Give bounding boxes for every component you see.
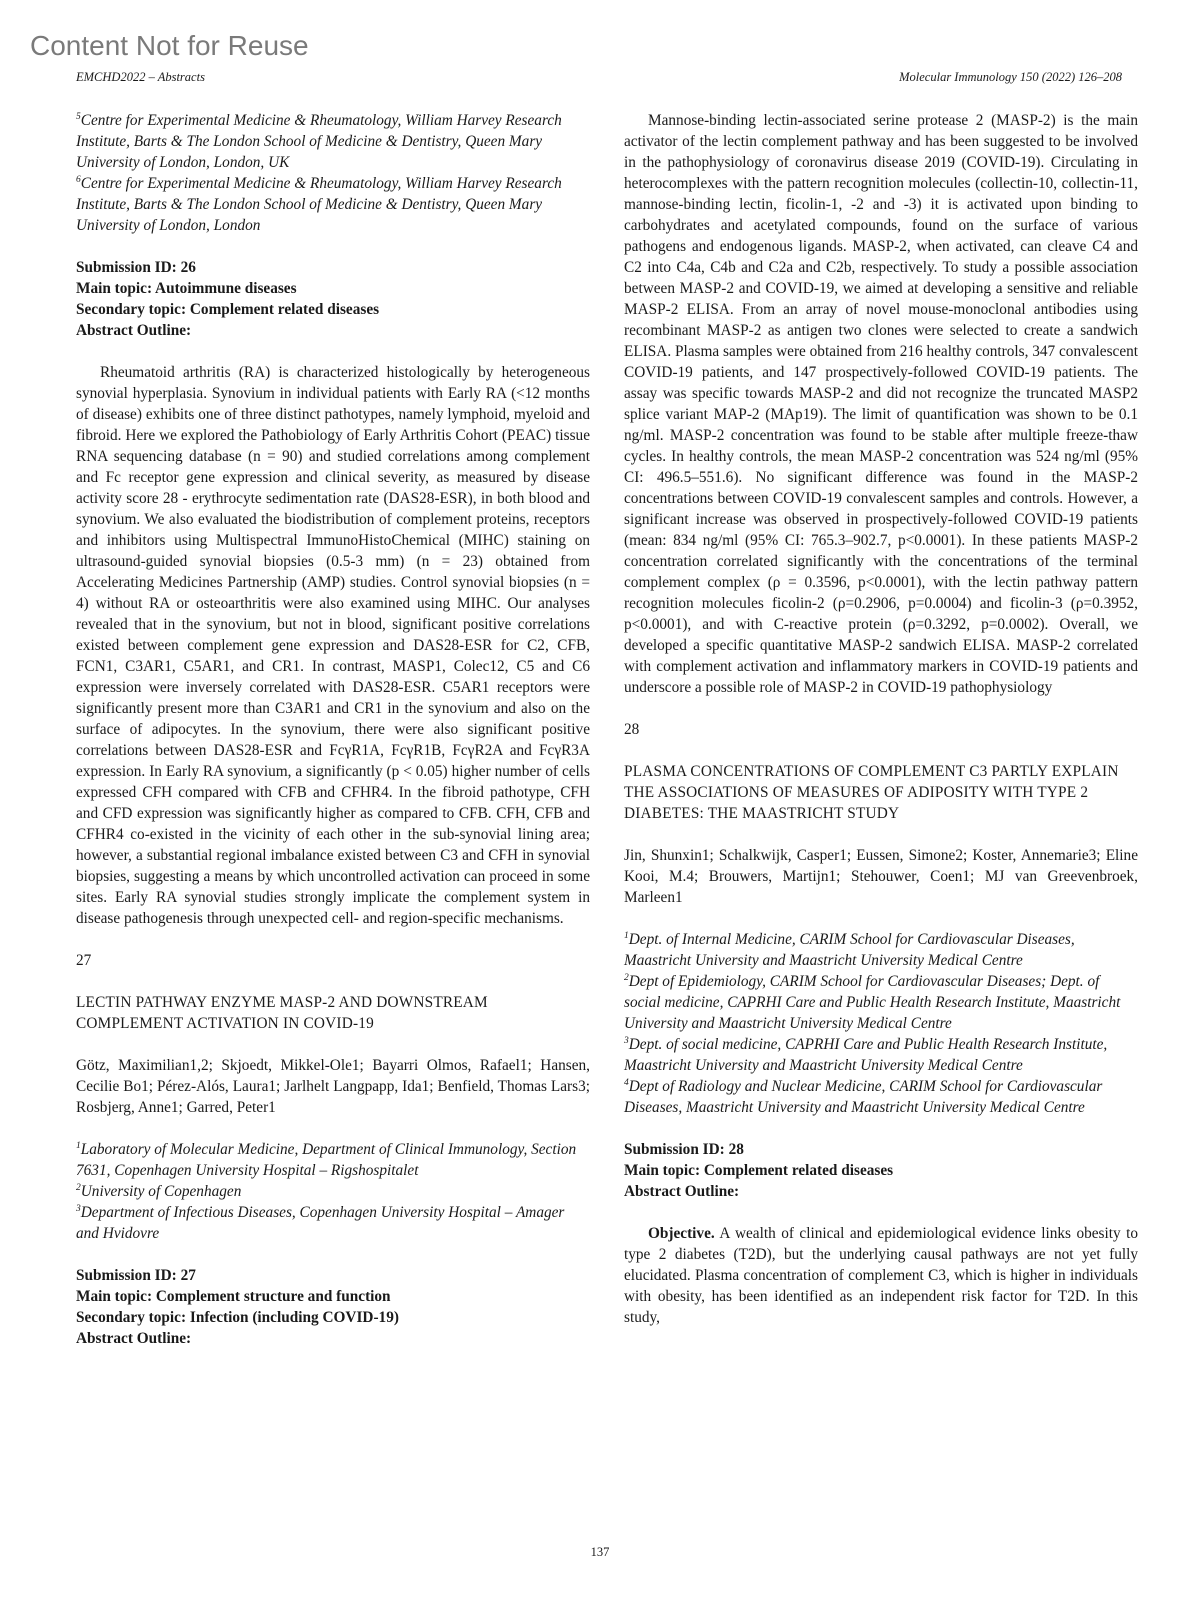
abstract-26-text: Rheumatoid arthritis (RA) is characterized histologically by heterogeneous synovial hyperplasia. Synovium in individual patients with Early RA (<12 months of disease) exhibits one of three distinct pathotypes, namely lymphoid, myeloid and fibroid. Here we explored the Pathobiology of Early Arthritis Cohort (PEAC) tissue RNA sequencing database (n = 90) and studied correlations among complement and Fc receptor gene expression and clinical severity, as measured by disease activity score 28 - erythrocyte sedimentation rate (DAS28-ESR), in both blood and synovium. We also evaluated the biodistribution of complement proteins, receptors and inhibitors using Multispectral ImmunoHistoChemical (MIHC) staining on ultrasound-guided synovial biopsies (0.5-3 mm) (n = 23) obtained from Accelerating Medicines Partnership (AMP) studies. Control synovial biopsies (n = 4) without RA or osteoarthritis were also examined using MIHC. Our analyses revealed that in the synovium, but not in blood, significant positive correlations existed between complement gene expression and DAS28-ESR for C2, CFB, FCN1, C3AR1, C5AR1, and CR1. In contrast, MASP1, Colec12, C5 and C6 expression were inversely correlated with DAS28-ESR. C5AR1 receptors were significantly present more than C3AR1 and CR1 in the synovium and also on the surface of adipocytes. In the synovium, there were also significant positive correlations between DAS28-ESR and FcγR1A, FcγR1B, FcγR2A and FcγR3A expression. In Early RA synovium, a significantly (p < 0.05) higher number of cells expressed CFH compared with CFB and CFHR4. In the fibroid pathotype, CFH and CFD expression was significantly higher as compared to CFB. CFH, CFB and CFHR4 co-existed in the vicinity of each other in the sub-synovial lining area; however, a substantial regional imbalance existed between C3 and CFH in synovial biopsies, suggesting a means by which uncontrolled activation can proceed in some sites. Early RA synovial studies strongly implicate the complement system in disease pathogenesis through unexpected cell- and region-specific mechanisms. [76, 364, 590, 927]
abstract-number-28: 28 [624, 721, 640, 738]
abstract-title-28: PLASMA CONCENTRATIONS OF COMPLEMENT C3 PARTLY EXPLAIN THE ASSOCIATIONS OF MEASURES OF ADIPOSITY WITH TYPE 2 DIABETES: THE MAASTRICHT STUDY [624, 763, 1119, 822]
main-topic-26: Main topic: Autoimmune diseases [76, 280, 297, 297]
objective-label: Objective. [648, 1225, 715, 1242]
running-header-left: EMCHD2022 – Abstracts [76, 70, 205, 84]
left-column [76, 110, 590, 1349]
running-header-right: Molecular Immunology 150 (2022) 126–208 [899, 70, 1122, 84]
abstract-title-27: LECTIN PATHWAY ENZYME MASP-2 AND DOWNSTREAM COMPLEMENT ACTIVATION IN COVID-19 [76, 994, 488, 1032]
abstract-28-text [624, 1223, 1138, 1328]
authors-28: Jin, Shunxin1; Schalkwijk, Casper1; Eussen, Simone2; Koster, Annemarie3; Eline Kooi, M.4; Brouwers, Martijn1; Stehouwer, Coen1; MJ van Greevenbroek, Marleen1 [624, 847, 1138, 906]
affiliation-28-1: $^1$Dept. of Internal Medicine, CARIM School for Cardiovascular Diseases, Maastricht University and Maastricht University Medical Centre [624, 930, 1075, 969]
right-column [624, 110, 1138, 1328]
affiliation-28-2: $^2$Dept of Epidemiology, CARIM School for Cardiovascular Diseases; Dept. of social medicine, CAPRHI Care and Public Health Research Institute, Maastricht University and Maastricht University Medical Centre [624, 972, 1121, 1032]
abstract-outline-26: Abstract Outline: [76, 322, 192, 339]
abstract-number-27: 27 [76, 952, 92, 969]
affiliation-5: $^5$Centre for Experimental Medicine & Rheumatology, William Harvey Research Institute, Barts & The London School of Medicine & Dentistry, Queen Mary University of London, London, UK [76, 111, 562, 171]
affiliation-28-4: $^4$Dept of Radiology and Nuclear Medicine, CARIM School for Cardiovascular Diseases, Maastricht University and Maastricht University Medical Centre [624, 1077, 1103, 1116]
affiliation-6: $^6$Centre for Experimental Medicine & Rheumatology, William Harvey Research Institute, Barts & The London School of Medicine & Dentistry, Queen Mary University of London, London [76, 174, 562, 234]
objective-text: A wealth of clinical and epidemiological evidence links obesity to type 2 diabetes (T2D), but the underlying causal pathways are not yet fully elucidated. Plasma concentration of complement C3, which is higher in individuals with obesity, has been identified as an independent risk factor for T2D. In this study, [624, 1225, 1138, 1326]
authors-27: Götz, Maximilian1,2; Skjoedt, Mikkel-Ole1; Bayarri Olmos, Rafael1; Hansen, Cecilie Bo1; Pérez-Alós, Laura1; Jarlhelt Langpapp, Ida1; Benfield, Thomas Lars3; Rosbjerg, Anne1; Garred, Peter1 [76, 1057, 590, 1116]
abstract-27-text: Mannose-binding lectin-associated serine protease 2 (MASP-2) is the main activator of the lectin complement pathway and has been suggested to be involved in the pathophysiology of coronavirus disease 2019 (COVID-19). Circulating in heterocomplexes with the pattern recognition molecules (collectin-10, collectin-11, mannose-binding lectin, ficolin-1, -2 and -3) it is activated upon binding to carbohydrates and acetylated compounds, found on the surface of various pathogens and endogenous ligands. MASP-2, when activated, can cleave C4 and C2 into C4a, C4b and C2a and C2b, respectively. To study a possible association between MASP-2 and COVID-19, we aimed at developing a sensitive and reliable MASP-2 ELISA. From an array of novel mouse-monoclonal antibodies using recombinant MASP-2 as antigen two clones were selected to create a sandwich ELISA. Plasma samples were obtained from 216 healthy controls, 347 convalescent COVID-19 patients, and 147 prospectively-followed COVID-19 patients. The assay was specific towards MASP-2 and did not recognize the truncated MASP2 splice variant MAP-2 (MAp19). The limit of quantification was shown to be 0.1 ng/ml. MASP-2 concentration was found to be stable after multiple freeze-thaw cycles. In healthy controls, the mean MASP-2 concentration was 524 ng/ml (95% CI: 496.5–551.6). No significant difference was found in the MASP-2 concentrations between COVID-19 convalescent samples and controls. However, a significant increase was observed in prospectively-followed COVID-19 patients (mean: 834 ng/ml (95% CI: 765.3–902.7, p<0.0001). In these patients MASP-2 concentration correlated significantly with the concentrations of the terminal complement complex (ρ = 0.3596, p<0.0001), with the lectin pathway pattern recognition molecules ficolin-2 (ρ=0.2906, p=0.0004) and ficolin-3 (ρ=0.3952, p<0.0001), and with C-reactive protein (ρ=0.3292, p=0.0002). Overall, we developed a specific quantitative MASP-2 sandwich ELISA. MASP-2 correlated with complement activation and inflammatory markers in COVID-19 patients and underscore a possible role of MASP-2 in COVID-19 pathophysiology [624, 112, 1139, 696]
affiliation-27-1: $^1$Laboratory of Molecular Medicine, Department of Clinical Immunology, Section 7631, Copenhagen University Hospital – Rigshospitalet [76, 1140, 577, 1179]
secondary-topic-27: Secondary topic: Infection (including COVID-19) [76, 1309, 399, 1326]
abstract-outline-27: Abstract Outline: [76, 1330, 192, 1347]
secondary-topic-26: Secondary topic: Complement related diseases [76, 301, 380, 318]
affiliation-27-2: $^2$University of Copenhagen [76, 1182, 242, 1200]
affiliation-28-3: $^3$Dept. of social medicine, CAPRHI Care and Public Health Research Institute, Maastricht University and Maastricht University Medical Centre [624, 1035, 1108, 1074]
main-topic-28: Main topic: Complement related diseases [624, 1162, 894, 1179]
affiliation-27-3: $^3$Department of Infectious Diseases, Copenhagen University Hospital – Amager and Hvidovre [76, 1203, 565, 1242]
page-number: 137 [590, 1545, 610, 1559]
submission-id-28: Submission ID: 28 [624, 1141, 744, 1158]
watermark: Content Not for Reuse [30, 30, 309, 61]
main-topic-27: Main topic: Complement structure and function [76, 1288, 391, 1305]
submission-id-27: Submission ID: 27 [76, 1267, 196, 1284]
abstract-outline-28: Abstract Outline: [624, 1183, 740, 1200]
submission-id-26: Submission ID: 26 [76, 259, 196, 276]
